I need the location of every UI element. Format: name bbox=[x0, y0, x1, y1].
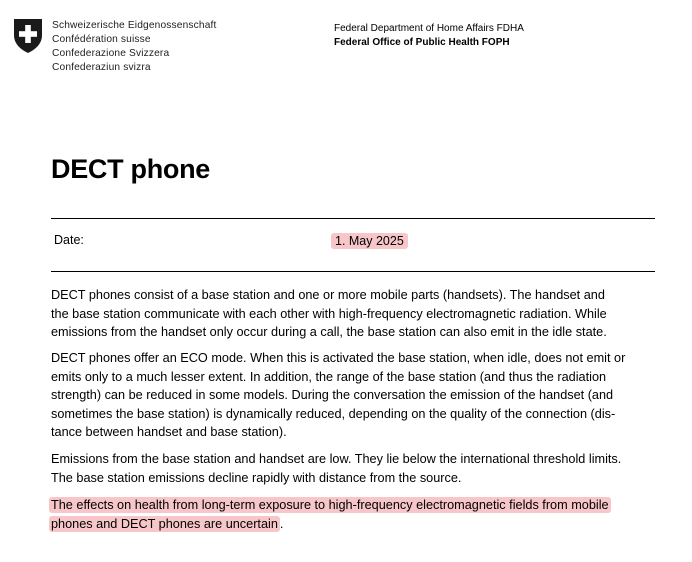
department-block bbox=[334, 22, 524, 49]
text-line: sometimes the base station) is dynamically reduced, depending on the quality of the connection (dis- bbox=[51, 406, 616, 421]
confederation-name-it: Confederazione Svizzera bbox=[52, 48, 170, 59]
swiss-coat-of-arms-icon bbox=[13, 18, 43, 54]
department-name: Federal Department of Home Affairs FDHA bbox=[334, 23, 524, 34]
confederation-name-de: Schweizerische Eidgenossenschaft bbox=[52, 20, 217, 31]
document-title: DECT phone bbox=[51, 154, 210, 184]
text-line bbox=[51, 496, 657, 515]
divider-bottom bbox=[51, 271, 655, 272]
office-name: Federal Office of Public Health FOPH bbox=[334, 36, 510, 48]
confederation-names bbox=[52, 19, 217, 75]
confederation-name-rm: Confederaziun svizra bbox=[52, 62, 151, 73]
paragraph-health-effects bbox=[51, 496, 657, 533]
text-line: the base station communicate with each other with high-frequency electromagnetic radiation. While bbox=[51, 306, 607, 321]
paragraph-base-station bbox=[51, 286, 657, 342]
highlighted-text: The effects on health from long-term exposure to high-frequency electromagnetic fields from mobile bbox=[51, 498, 609, 512]
text-line: tance between handset and base station). bbox=[51, 425, 287, 439]
text-line: strength) can be reduced in some models. During the conversation the emission of the handset (and bbox=[51, 388, 614, 402]
paragraph-eco-mode bbox=[51, 349, 657, 442]
date-label: Date: bbox=[54, 233, 84, 247]
text-line bbox=[51, 515, 657, 534]
text-line: DECT phones consist of a base station and one or more mobile parts (handsets). The handset and bbox=[51, 288, 605, 302]
highlighted-text: phones and DECT phones are uncertain bbox=[51, 516, 278, 531]
text-line: emissions from the handset only occur during a call, the base station can also emit in the idle state. bbox=[51, 325, 607, 339]
text-line: The base station emissions decline rapidly with distance from the source. bbox=[51, 470, 462, 485]
text-line: emits only to a much lesser extent. In addition, the range of the base station (and thus the radiation bbox=[51, 369, 607, 384]
date-value: 1. May 2025 bbox=[331, 233, 408, 249]
text-line: DECT phones offer an ECO mode. When this is activated the base station, when idle, does not emit or bbox=[51, 351, 626, 365]
divider-top bbox=[51, 218, 655, 219]
sentence-end: . bbox=[279, 516, 284, 531]
text-line: Emissions from the base station and handset are low. They lie below the international threshold limits. bbox=[51, 452, 622, 466]
paragraph-emissions bbox=[51, 450, 657, 487]
confederation-name-fr: Confédération suisse bbox=[52, 34, 151, 45]
